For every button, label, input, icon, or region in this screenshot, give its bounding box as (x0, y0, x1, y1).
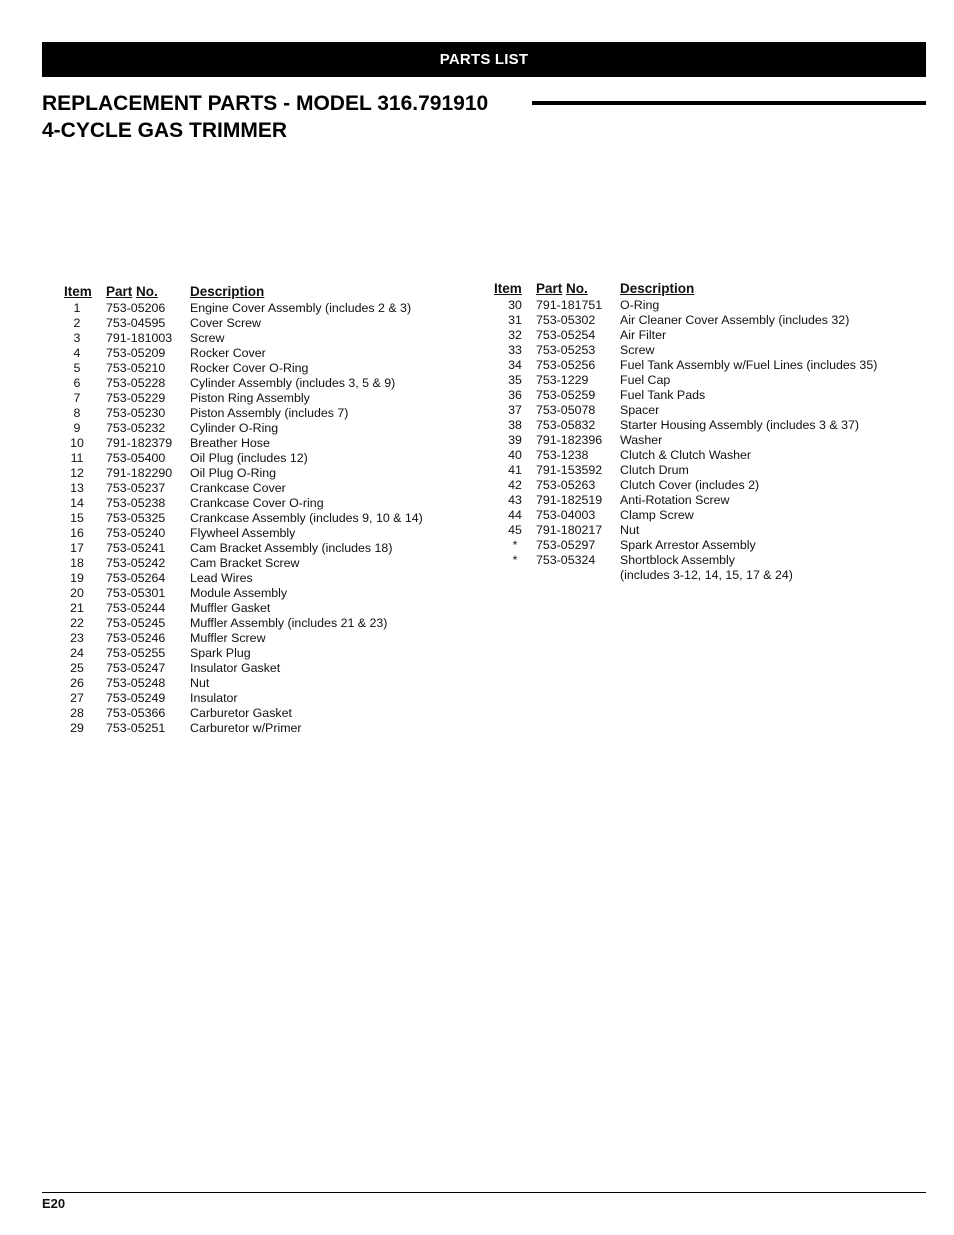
table-row (64, 316, 423, 331)
part-description: Cylinder O-Ring (190, 421, 279, 435)
part-number: 753-05228 (106, 376, 166, 390)
part-description: Fuel Tank Assembly w/Fuel Lines (includes 35) (620, 358, 878, 372)
parts-rows-left (64, 301, 423, 736)
table-row (494, 313, 877, 328)
section-label: PARTS LIST (439, 51, 529, 68)
part-description: Crankcase Assembly (includes 9, 10 & 14) (190, 511, 423, 525)
table-row (64, 571, 423, 586)
part-number: 791-181003 (106, 331, 173, 345)
part-number: 791-180217 (536, 523, 603, 537)
column-header-part-no: Part No. (536, 281, 588, 296)
table-row (64, 616, 423, 631)
part-item-number (494, 568, 536, 583)
part-number: 791-182379 (106, 436, 173, 450)
table-row (64, 421, 423, 436)
table-row (64, 676, 423, 691)
part-description: Cylinder Assembly (includes 3, 5 & 9) (190, 376, 396, 390)
table-row (494, 328, 877, 343)
part-item-number: 30 (508, 298, 522, 312)
part-number: 753-05247 (106, 661, 166, 675)
part-item-number: 13 (70, 481, 84, 495)
table-header-row (494, 281, 877, 298)
table-row (494, 388, 877, 403)
column-header-part-no: Part No. (106, 284, 158, 299)
part-number: 753-1229 (536, 373, 589, 387)
part-item-number: 29 (70, 721, 84, 735)
part-description: Breather Hose (190, 436, 270, 450)
part-item-number: 7 (73, 391, 81, 405)
part-item-number: 43 (508, 493, 522, 507)
part-number: 753-05242 (106, 556, 166, 570)
part-number: 791-181751 (536, 298, 603, 312)
part-description: Piston Ring Assembly (190, 391, 310, 405)
part-number: 753-05240 (106, 526, 166, 540)
part-description: Nut (190, 676, 210, 690)
table-row (494, 478, 877, 493)
part-description: Clutch Drum (620, 463, 689, 477)
part-description: Clamp Screw (620, 508, 694, 522)
table-row (64, 406, 423, 421)
part-description: Starter Housing Assembly (includes 3 & 37) (620, 418, 859, 432)
part-item-number: 23 (70, 631, 84, 645)
part-description: Carburetor Gasket (190, 706, 292, 720)
table-row (64, 451, 423, 466)
part-item-number: 5 (73, 361, 81, 375)
part-item-number: 38 (508, 418, 522, 432)
table-row (64, 331, 423, 346)
part-number: 753-05254 (536, 328, 596, 342)
table-row (64, 526, 423, 541)
part-item-number: * (512, 538, 518, 552)
table-row (494, 298, 877, 313)
table-row (64, 481, 423, 496)
parts-table-left (64, 284, 423, 736)
part-description: Clutch Cover (includes 2) (620, 478, 760, 492)
part-number: 753-05245 (106, 616, 166, 630)
part-description: Crankcase Cover (190, 481, 286, 495)
part-number: 753-05206 (106, 301, 166, 315)
part-item-number: 2 (73, 316, 81, 330)
part-item-number: * (512, 553, 518, 567)
table-row (64, 301, 423, 316)
part-number: 753-05253 (536, 343, 596, 357)
part-number: 753-04003 (536, 508, 596, 522)
part-description: Rocker Cover (190, 346, 266, 360)
part-number: 753-05325 (106, 511, 166, 525)
table-row (494, 343, 877, 358)
part-description: Crankcase Cover O-ring (190, 496, 324, 510)
part-number: 753-05244 (106, 601, 166, 615)
parts-rows-right (494, 298, 877, 583)
part-item-number: 31 (508, 313, 522, 327)
part-description: Oil Plug O-Ring (190, 466, 277, 480)
part-description: Muffler Gasket (190, 601, 271, 615)
part-number: 753-05248 (106, 676, 166, 690)
part-number: 753-05832 (536, 418, 596, 432)
part-item-number: 45 (508, 523, 522, 537)
part-number: 753-05366 (106, 706, 166, 720)
part-number: 753-05400 (106, 451, 166, 465)
part-item-number: 40 (508, 448, 522, 462)
part-description: Cam Bracket Assembly (includes 18) (190, 541, 393, 555)
part-item-number: 27 (70, 691, 84, 705)
page-title (42, 90, 532, 144)
table-row (494, 538, 877, 553)
part-description: Screw (190, 331, 225, 345)
part-item-number: 36 (508, 388, 522, 402)
table-row (494, 568, 877, 583)
footer-rule (42, 1192, 926, 1193)
table-row (64, 706, 423, 721)
part-number: 753-05249 (106, 691, 166, 705)
part-description: Spacer (620, 403, 660, 417)
part-item-number: 20 (70, 586, 84, 600)
part-number: 753-05255 (106, 646, 166, 660)
table-row (64, 496, 423, 511)
part-description: Spark Arrestor Assembly (620, 538, 756, 552)
part-description: Fuel Tank Pads (620, 388, 706, 402)
part-description: Cam Bracket Screw (190, 556, 300, 570)
table-row (494, 493, 877, 508)
part-description: Spark Plug (190, 646, 251, 660)
part-item-number: 32 (508, 328, 522, 342)
table-row (494, 463, 877, 478)
part-description: Fuel Cap (620, 373, 671, 387)
part-description: Anti-Rotation Screw (620, 493, 730, 507)
part-description: (includes 3-12, 14, 15, 17 & 24) (620, 568, 793, 582)
page-number: E20 (42, 1196, 66, 1211)
part-item-number: 37 (508, 403, 522, 417)
part-description: Cover Screw (190, 316, 261, 330)
table-row (64, 346, 423, 361)
part-item-number: 6 (73, 376, 81, 390)
table-row (494, 403, 877, 418)
part-number: 753-05297 (536, 538, 596, 552)
part-item-number: 17 (70, 541, 84, 555)
part-number: 753-05256 (536, 358, 596, 372)
table-row (64, 466, 423, 481)
part-item-number: 8 (73, 406, 81, 420)
table-row (64, 511, 423, 526)
part-item-number: 25 (70, 661, 84, 675)
part-number: 753-05246 (106, 631, 166, 645)
part-number: 791-182290 (106, 466, 173, 480)
part-number: 753-05209 (106, 346, 166, 360)
table-row (64, 601, 423, 616)
page-title-line2: 4-CYCLE GAS TRIMMER (42, 119, 288, 142)
part-item-number: 28 (70, 706, 84, 720)
part-description: Air Filter (620, 328, 667, 342)
table-row (64, 436, 423, 451)
column-header-item: Item (64, 284, 92, 299)
part-item-number: 18 (70, 556, 84, 570)
part-number: 753-05078 (536, 403, 596, 417)
part-description: O-Ring (620, 298, 660, 312)
part-description: Insulator (190, 691, 238, 705)
table-row (64, 721, 423, 736)
table-row (494, 553, 877, 568)
table-row (64, 391, 423, 406)
part-item-number: 9 (73, 421, 81, 435)
part-item-number: 24 (70, 646, 84, 660)
part-item-number: 10 (70, 436, 84, 450)
part-item-number: 35 (508, 373, 522, 387)
page-title-line1: REPLACEMENT PARTS - MODEL 316.791910 (42, 92, 489, 115)
section-header-bar (42, 42, 926, 77)
table-row (494, 508, 877, 523)
part-item-number: 22 (70, 616, 84, 630)
table-row (64, 541, 423, 556)
table-row (64, 646, 423, 661)
table-row (64, 691, 423, 706)
parts-table-right (494, 281, 877, 583)
part-number: 753-05230 (106, 406, 166, 420)
table-row (64, 661, 423, 676)
part-number: 753-05232 (106, 421, 166, 435)
table-row (494, 448, 877, 463)
table-row (494, 373, 877, 388)
part-description: Lead Wires (190, 571, 253, 585)
part-number: 753-05264 (106, 571, 166, 585)
part-description: Rocker Cover O-Ring (190, 361, 309, 375)
part-item-number: 41 (508, 463, 522, 477)
table-row (494, 358, 877, 373)
part-description: Flywheel Assembly (190, 526, 296, 540)
part-item-number: 39 (508, 433, 522, 447)
part-number: 753-1238 (536, 448, 589, 462)
part-description: Engine Cover Assembly (includes 2 & 3) (190, 301, 412, 315)
part-description: Air Cleaner Cover Assembly (includes 32) (620, 313, 850, 327)
part-number: 753-05229 (106, 391, 166, 405)
part-item-number: 44 (508, 508, 522, 522)
part-number: 753-05301 (106, 586, 166, 600)
part-item-number: 42 (508, 478, 522, 492)
part-number: 753-05241 (106, 541, 166, 555)
part-item-number: 14 (70, 496, 84, 510)
part-description: Shortblock Assembly (620, 553, 736, 567)
part-description: Insulator Gasket (190, 661, 281, 675)
title-rule (532, 101, 926, 105)
column-header-description: Description (190, 284, 265, 299)
table-header-row (64, 284, 423, 301)
table-row (494, 433, 877, 448)
part-number: 791-182519 (536, 493, 603, 507)
part-item-number: 34 (508, 358, 522, 372)
part-item-number: 26 (70, 676, 84, 690)
part-description: Oil Plug (includes 12) (190, 451, 308, 465)
part-description: Module Assembly (190, 586, 288, 600)
part-number: 791-182396 (536, 433, 603, 447)
part-number: 753-05324 (536, 553, 596, 567)
part-number: 753-04595 (106, 316, 166, 330)
part-item-number: 33 (508, 343, 522, 357)
part-item-number: 12 (70, 466, 84, 480)
part-number: 753-05237 (106, 481, 166, 495)
table-row (64, 376, 423, 391)
part-number: 753-05302 (536, 313, 596, 327)
part-number: 753-05238 (106, 496, 166, 510)
part-item-number: 19 (70, 571, 84, 585)
part-number: 791-153592 (536, 463, 603, 477)
table-row (494, 523, 877, 538)
part-item-number: 3 (73, 331, 81, 345)
column-header-item: Item (494, 281, 522, 296)
part-description: Washer (620, 433, 663, 447)
part-item-number: 11 (70, 451, 84, 465)
part-item-number: 1 (73, 301, 81, 315)
part-description: Muffler Screw (190, 631, 266, 645)
table-row (64, 361, 423, 376)
part-item-number: 15 (70, 511, 84, 525)
part-description: Screw (620, 343, 655, 357)
part-description: Carburetor w/Primer (190, 721, 302, 735)
part-description: Nut (620, 523, 640, 537)
table-row (64, 556, 423, 571)
part-description: Muffler Assembly (includes 21 & 23) (190, 616, 388, 630)
part-number: 753-05259 (536, 388, 596, 402)
part-number: 753-05263 (536, 478, 596, 492)
table-row (64, 586, 423, 601)
table-row (64, 631, 423, 646)
part-description: Clutch & Clutch Washer (620, 448, 752, 462)
part-description: Piston Assembly (includes 7) (190, 406, 349, 420)
part-item-number: 4 (73, 346, 81, 360)
column-header-description: Description (620, 281, 695, 296)
part-number: 753-05210 (106, 361, 166, 375)
table-row (494, 418, 877, 433)
part-number (536, 568, 620, 583)
part-item-number: 21 (70, 601, 84, 615)
part-number: 753-05251 (106, 721, 166, 735)
part-item-number: 16 (70, 526, 84, 540)
